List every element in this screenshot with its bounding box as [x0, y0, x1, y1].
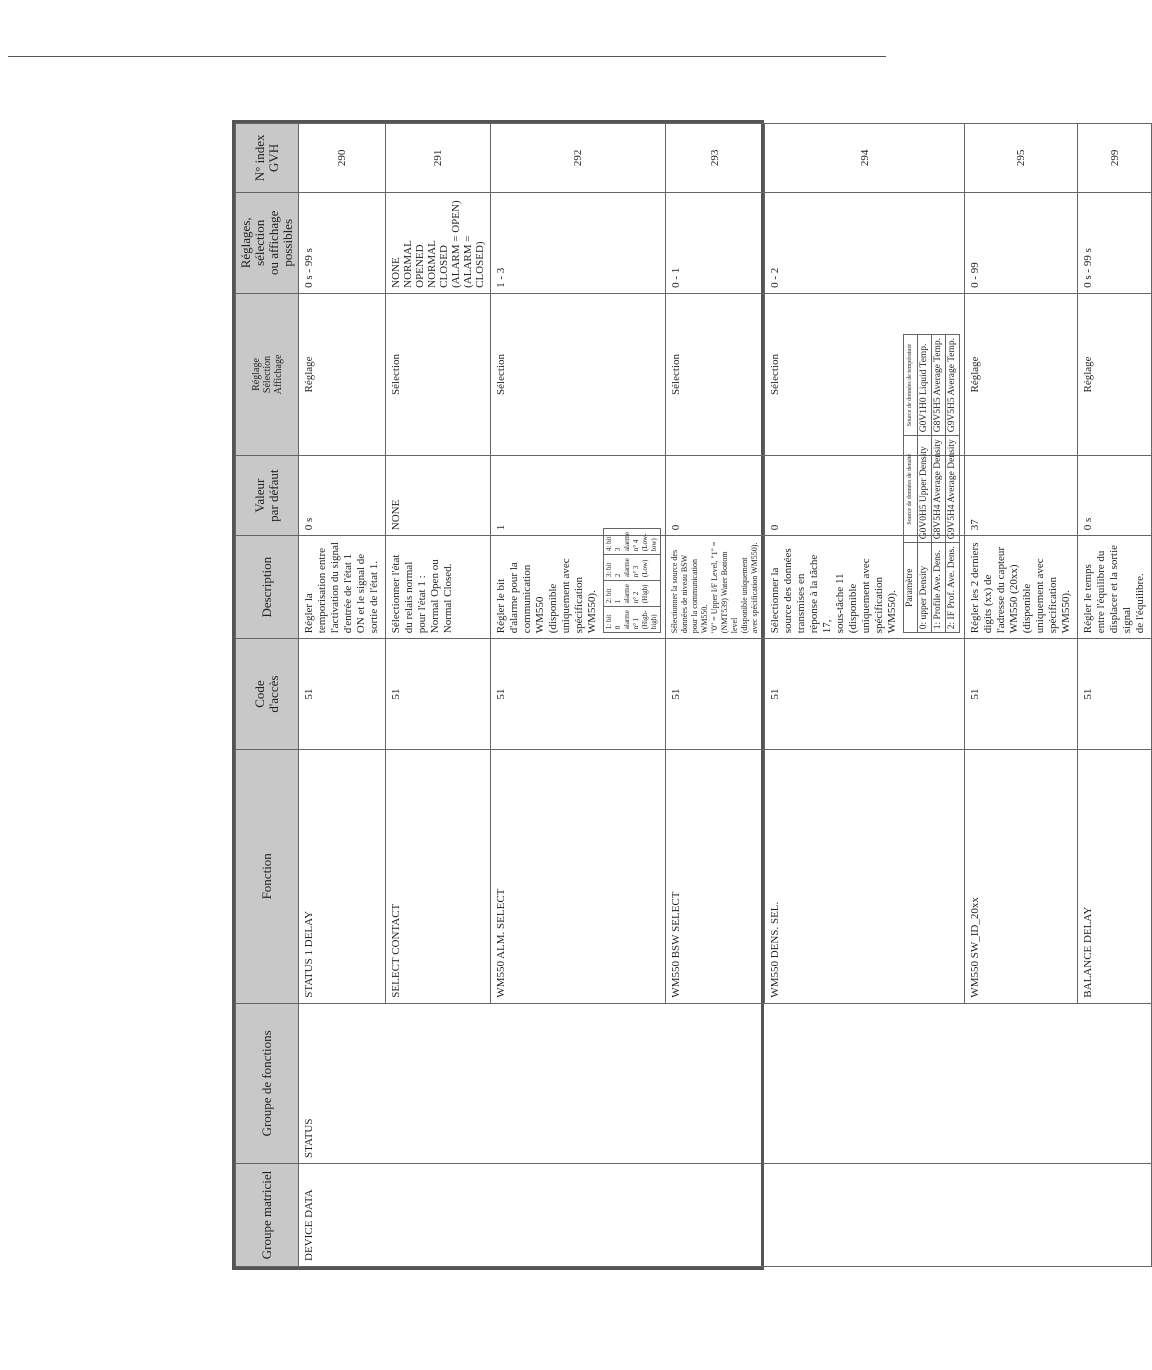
function-group-cell: STATUS	[299, 1003, 1152, 1163]
header-hardware-group: Groupe matriciel	[236, 1163, 299, 1266]
function-name: SELECT CONTACT	[386, 749, 491, 1003]
dens-cell: 2: IF Prof. Ave. Dens.	[946, 543, 960, 633]
dens-header-parameter: Paramètre	[904, 543, 918, 633]
alarm-bit-2: 3: bit 2 alarme n° 3 (Low)	[604, 555, 661, 581]
access-code: 51	[765, 639, 965, 750]
access-code: 51	[491, 639, 666, 750]
gvh-index: 294	[765, 124, 965, 193]
possible-values: 0 - 1	[666, 192, 765, 293]
setting-type: Réglage	[1078, 293, 1152, 455]
description-cell	[491, 532, 666, 639]
setting-type: Sélection	[765, 293, 965, 455]
description: Sélectionner la source des données transmises en réponse à la tâche 17, sous-tâche 11 (disponible uniquement avec spécification WM550).	[769, 548, 898, 634]
access-code: 51	[965, 639, 1078, 750]
function-table-frame	[232, 120, 1146, 1270]
dens-cell: G9V5H5 Average Temp.	[946, 334, 960, 435]
default-value: 37	[965, 456, 1078, 536]
dens-cell: G9V5H4 Average Density	[946, 436, 960, 543]
setting-type: Sélection	[491, 293, 666, 455]
possible-values: 0 - 99	[965, 192, 1078, 293]
header-description: Description	[236, 536, 299, 639]
alarm-bit-3: 4: bit 3 alarme n° 4 (Low-low)	[604, 529, 661, 555]
gvh-index: 295	[965, 124, 1078, 193]
header-default-value: Valeur par défaut	[236, 456, 299, 536]
function-name: WM550 SW_ID_20xx	[965, 749, 1078, 1003]
possible-values: 1 - 3	[491, 192, 666, 293]
header-access-code: Code d'accès	[236, 639, 299, 750]
setting-type: Réglage	[965, 293, 1078, 455]
function-table	[235, 123, 1152, 1267]
table-row	[299, 124, 386, 1267]
dens-cell: 1: Profile Ave. Dens.	[932, 543, 946, 633]
function-name: WM550 DENS. SEL.	[765, 749, 965, 1003]
top-rule	[8, 56, 886, 57]
description: Régler la temporisation entre l'activation du signal d'entrée de l'état 1 ON et le signal de sortie de l'état 1.	[299, 536, 386, 639]
default-value: 0 s	[299, 456, 386, 536]
description: Régler les 2 derniers digits (xx) de l'adresse du capteur WM550 (20xx) (disponible uniquement avec spécification WM550).	[965, 536, 1078, 639]
setting-type: Sélection	[666, 293, 765, 455]
access-code: 51	[666, 639, 765, 750]
possible-values: NONE NORMAL OPENED NORMAL CLOSED (ALARM = OPEN) (ALARM = CLOSED)	[386, 192, 491, 293]
dens-cell: G8V5H5 Average Temp.	[932, 334, 946, 435]
function-name: STATUS 1 DELAY	[299, 749, 386, 1003]
header-function-group: Groupe de fonctions	[236, 1003, 299, 1163]
default-value: 0	[666, 456, 765, 536]
function-name: WM550 ALM. SELECT	[491, 749, 666, 1003]
possible-values: 0 s - 99 s	[299, 192, 386, 293]
description: Sélectionner l'état du relais normal pour l'état 1 : Normal Open ou Normal Closed.	[386, 536, 491, 639]
alarm-bit-0: 1: bit 0 alarme n° 1 (High-high)	[604, 607, 661, 633]
gvh-index: 291	[386, 124, 491, 193]
default-value: 1	[491, 456, 666, 536]
default-value: 0	[765, 456, 965, 536]
access-code: 51	[299, 639, 386, 750]
gvh-index: 293	[666, 124, 765, 193]
default-value: 0 s	[1078, 456, 1152, 536]
dens-header-density-source: Source de données de densité	[904, 436, 918, 543]
description: Régler le bit d'alarme pour la communication WM550 (disponible uniquement avec spécification WM550).	[495, 558, 598, 634]
header-setting-type: Réglage Sélection Affichage	[236, 293, 299, 455]
header-row	[236, 124, 299, 1267]
dens-cell: 0: upper Density	[918, 543, 932, 633]
function-name: WM550 BSW SELECT	[666, 749, 765, 1003]
gvh-index: 299	[1078, 124, 1152, 193]
alarm-bits-table	[603, 528, 661, 633]
default-value: NONE	[386, 456, 491, 536]
header-gvh-index: N° index GVH	[236, 124, 299, 193]
function-name: BALANCE DELAY	[1078, 749, 1152, 1003]
access-code: 51	[386, 639, 491, 750]
description: Sélectionner la source des données de niveau BSW pour la communication WM550. "0" = Upper I/F Level, "1" = (NMT539) Water Bottom level (disponible uniquement avec spécification WM550).	[666, 536, 765, 639]
alarm-bit-1: 2: bit 1 alarme n° 2 (High)	[604, 581, 661, 607]
dens-cell: G8V5H4 Average Density	[932, 436, 946, 543]
setting-type: Sélection	[386, 293, 491, 455]
dens-cell: G0V0H5 Upper Density	[918, 436, 932, 543]
gvh-index: 290	[299, 124, 386, 193]
header-function: Fonction	[236, 749, 299, 1003]
access-code: 51	[1078, 639, 1152, 750]
setting-type: Réglage	[299, 293, 386, 455]
dens-header-temp-source: Source de données de température	[904, 334, 918, 435]
description: Régler le temps entre l'équilibre du displacer et la sortie signal de l'équilibre.	[1078, 536, 1152, 639]
header-possible-values: Réglages, sélection ou affichage possibles	[236, 192, 299, 293]
description-cell	[765, 337, 965, 639]
possible-values: 0 s - 99 s	[1078, 192, 1152, 293]
gvh-index: 292	[491, 124, 666, 193]
hardware-group-cell: DEVICE DATA	[299, 1163, 1152, 1266]
dens-cell: G0V1H0 Liquid Temp.	[918, 334, 932, 435]
possible-values: 0 - 2	[765, 192, 965, 293]
